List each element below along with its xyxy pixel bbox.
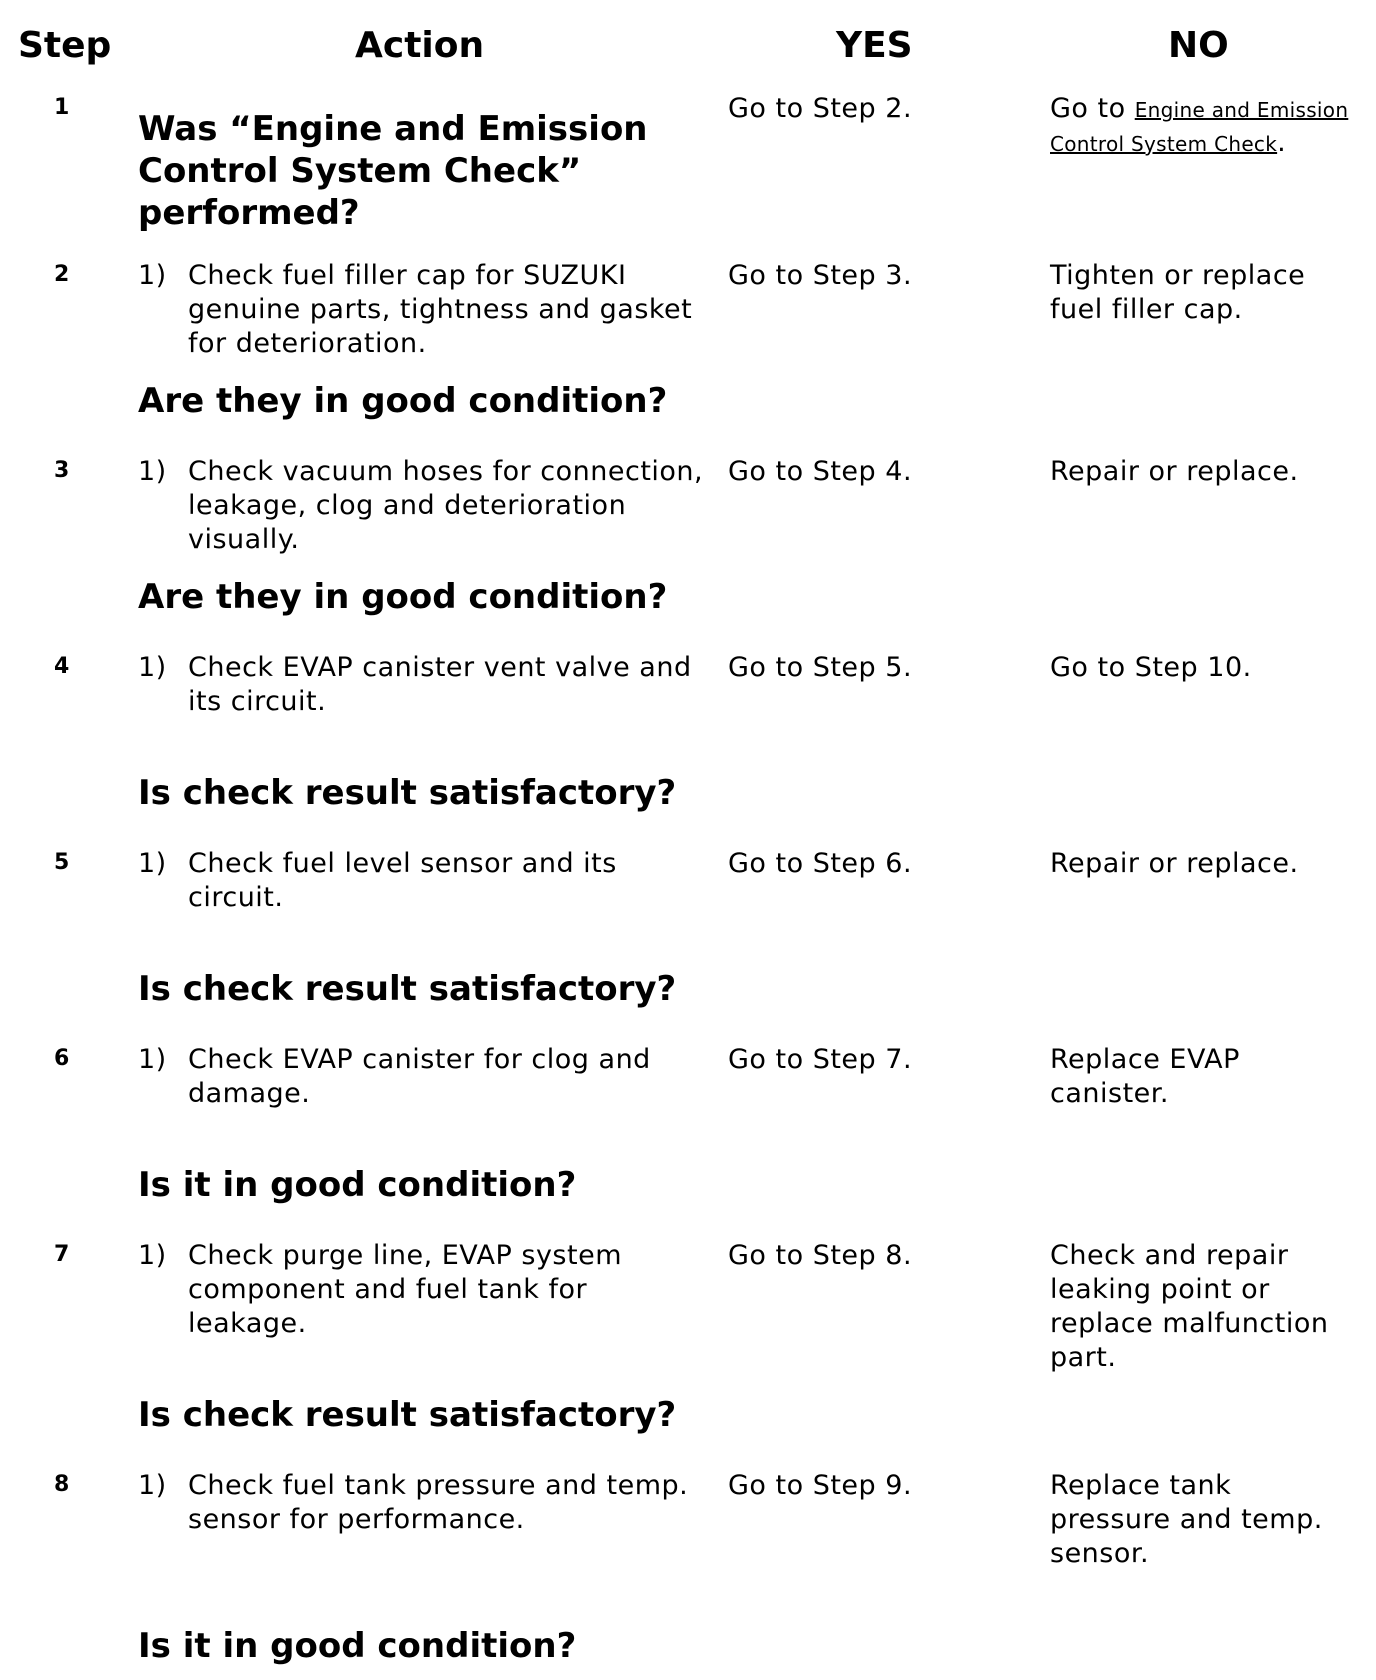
check-item: [138, 259, 708, 361]
step-action: [138, 1469, 708, 1667]
no-result: [1050, 92, 1350, 160]
no-result: Check and repair leaking point or replace malfunction part.: [1050, 1240, 1329, 1373]
step-action: [138, 651, 708, 814]
step-action: [138, 1239, 708, 1436]
item-number: 1): [138, 848, 167, 879]
check-item: [138, 651, 708, 719]
no-result: Go to Step 10.: [1050, 652, 1252, 683]
no-result: Replace tank pressure and temp. sensor.: [1050, 1470, 1323, 1569]
no-result: Repair or replace.: [1050, 848, 1299, 879]
item-text: Check EVAP canister vent valve and its circuit.: [188, 652, 692, 717]
step-question: Is check result satisfactory?: [138, 773, 677, 813]
step-question: Is check result satisfactory?: [138, 969, 677, 1009]
engine-emission-check-link[interactable]: Engine and Emission Control System Check: [1050, 98, 1349, 156]
item-text: Check fuel filler cap for SUZUKI genuine parts, tightness and gasket for deterioration.: [188, 260, 693, 359]
yes-result: Go to Step 6.: [728, 848, 913, 879]
item-number: 1): [138, 652, 167, 683]
item-number: 1): [138, 1240, 167, 1271]
item-text: Check fuel tank pressure and temp. sensor for performance.: [188, 1470, 689, 1535]
item-number: 1): [138, 1470, 167, 1501]
step-action: [138, 259, 708, 422]
step-number: 2: [54, 262, 70, 287]
check-item: [138, 1043, 708, 1111]
item-text: Check EVAP canister for clog and damage.: [188, 1044, 651, 1109]
yes-result: Go to Step 5.: [728, 652, 913, 683]
step-number: 3: [54, 458, 70, 483]
step-question: Is it in good condition?: [138, 1165, 577, 1205]
step-action: [138, 1043, 708, 1206]
check-item: [138, 455, 708, 557]
step-question: Are they in good condition?: [138, 577, 668, 617]
yes-result: Go to Step 3.: [728, 260, 913, 291]
step-question: Is it in good condition?: [138, 1626, 577, 1666]
yes-result: Go to Step 4.: [728, 456, 913, 487]
header-no: NO: [1168, 25, 1229, 66]
step-number: 5: [54, 850, 70, 875]
step-action: [138, 108, 708, 234]
no-result: Repair or replace.: [1050, 456, 1299, 487]
header-step: Step: [18, 25, 112, 66]
step-question: Was “Engine and Emission Control System Check” performed?: [138, 109, 648, 233]
yes-result: Go to Step 7.: [728, 1044, 913, 1075]
step-number: 1: [54, 95, 70, 120]
item-text: Check fuel level sensor and its circuit.: [188, 848, 617, 913]
header-yes: YES: [836, 25, 913, 66]
no-result-suffix: .: [1277, 127, 1287, 158]
yes-result: Go to Step 8.: [728, 1240, 913, 1271]
item-number: 1): [138, 456, 167, 487]
check-item: [138, 1239, 708, 1341]
no-result-prefix: Go to: [1050, 93, 1135, 124]
step-question: Is check result satisfactory?: [138, 1395, 677, 1435]
check-item: [138, 1469, 708, 1537]
item-number: 1): [138, 260, 167, 291]
header-action: Action: [355, 25, 485, 66]
step-number: 6: [54, 1046, 70, 1071]
item-text: Check vacuum hoses for connection, leakage, clog and deterioration visually.: [188, 456, 704, 555]
step-action: [138, 455, 708, 618]
step-action: [138, 847, 708, 1010]
check-item: [138, 847, 708, 915]
yes-result: Go to Step 2.: [728, 93, 913, 124]
yes-result: Go to Step 9.: [728, 1470, 913, 1501]
step-number: 4: [54, 654, 70, 679]
no-result: Replace EVAP canister.: [1050, 1044, 1240, 1109]
item-number: 1): [138, 1044, 167, 1075]
step-question: Are they in good condition?: [138, 381, 668, 421]
item-text: Check purge line, EVAP system component and fuel tank for leakage.: [188, 1240, 622, 1339]
step-number: 7: [54, 1242, 70, 1267]
step-number: 8: [54, 1472, 70, 1497]
no-result: Tighten or replace fuel filler cap.: [1050, 260, 1306, 325]
